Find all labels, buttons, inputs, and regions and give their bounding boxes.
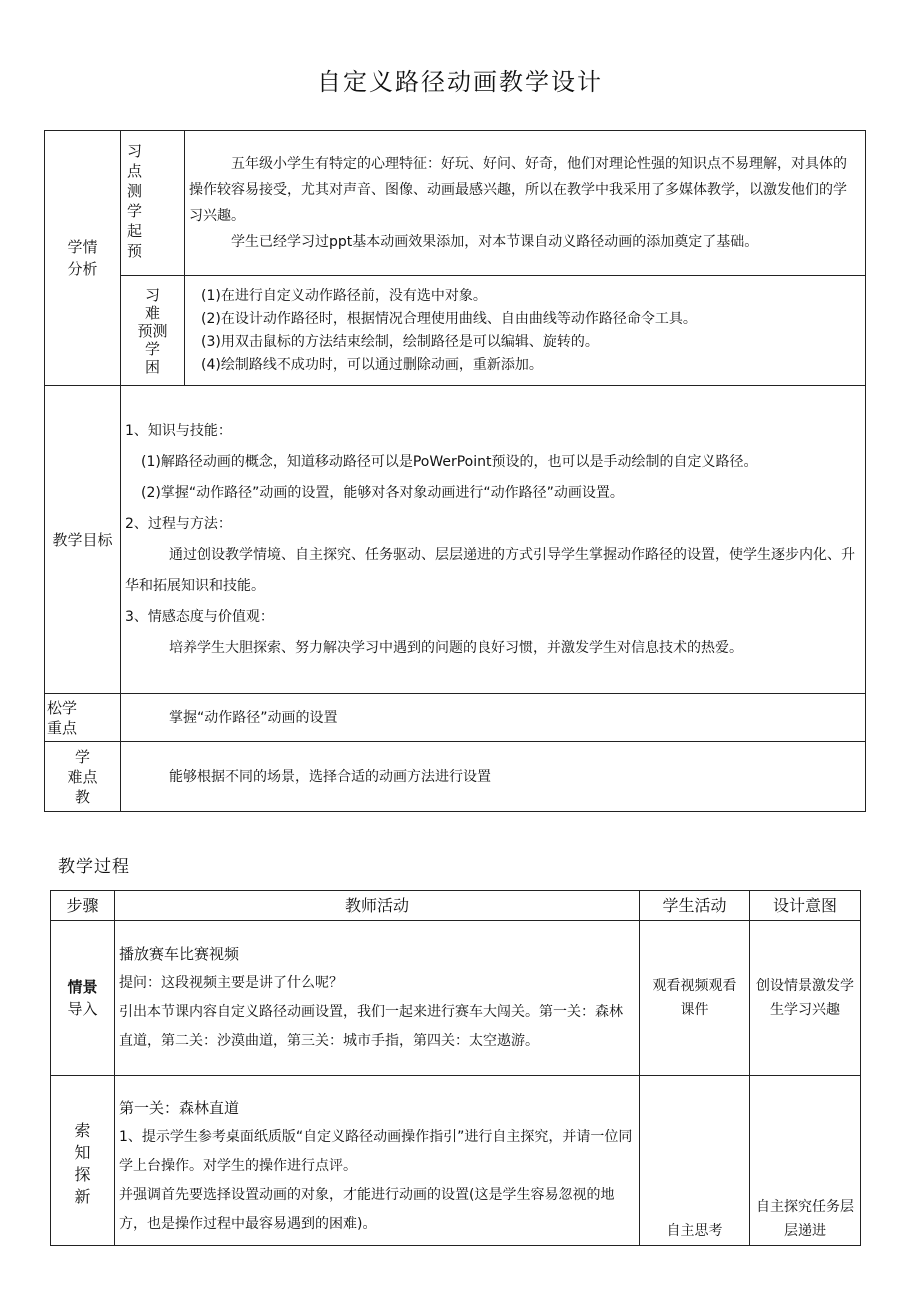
objectives-knowledge-1: (1)解路径动画的概念，知道移动路径可以是PoWerPoint预设的，也可以是手动绘制的自定义路径。 xyxy=(141,453,758,470)
objectives-label: 教学目标 xyxy=(45,386,121,694)
difficult-point-label-line3: 教 xyxy=(74,787,90,806)
preview-content xyxy=(185,131,866,276)
student-activity: 观看视频观看课件 xyxy=(640,921,750,1076)
student-activity: 自主思考 xyxy=(640,1076,750,1246)
preview-label-line: 起 xyxy=(127,222,143,240)
difficult-point-text: 能够根据不同的场景，选择合适的动画方法进行设置 xyxy=(121,742,866,812)
objectives-knowledge-2: (2)掌握“动作路径”动画的设置，能够对各对象动画进行“动作路径”动画设置。 xyxy=(141,484,624,501)
difficulty-label xyxy=(121,276,185,386)
teacher-line: 引出本节课内容自定义路径动画设置，我们一起来进行赛车大闯关。第一关：森林直道，第二关：沙漠曲道，第三关：城市手指，第四关：太空遨游。 xyxy=(119,1004,623,1049)
stage-line: 索 xyxy=(74,1121,91,1140)
objectives-content xyxy=(121,386,866,694)
preview-label-line: 预 xyxy=(127,242,143,260)
preview-paragraph-2: 学生已经学习过ppt基本动画效果添加，对本节课自动义路径动画的添加奠定了基础。 xyxy=(231,234,759,250)
design-intent: 自主探究任务层层递进 xyxy=(750,1076,861,1246)
difficulty-content xyxy=(185,276,866,386)
process-section-title: 教学过程 xyxy=(58,857,130,877)
difficulty-label-line: 预测 xyxy=(137,321,168,340)
header-teacher: 教师活动 xyxy=(115,891,640,921)
analysis-label-line1: 学情 xyxy=(67,238,98,256)
objectives-attitude-heading: 3、情感态度与价值观： xyxy=(125,608,274,625)
analysis-label-line2: 分析 xyxy=(67,260,98,278)
objectives-process-heading: 2、过程与方法： xyxy=(125,515,232,532)
stage-line: 知 xyxy=(74,1143,91,1162)
lesson-plan-table xyxy=(44,130,866,812)
key-point-label xyxy=(45,694,121,742)
header-intent: 设计意图 xyxy=(750,891,861,921)
preview-label xyxy=(121,131,185,276)
difficult-point-label xyxy=(45,742,121,812)
difficulty-item: (3)用双击鼠标的方法结束绘制，绘制路径是可以编辑、旋转的。 xyxy=(201,333,599,350)
difficulty-label-line: 困 xyxy=(144,357,160,376)
teacher-line: 提问：这段视频主要是讲了什么呢？ xyxy=(119,975,343,991)
stage-line1: 情景 xyxy=(67,978,98,996)
process-table xyxy=(50,890,861,1246)
teacher-line: 1、提示学生参考桌面纸质版“自定义路径动画操作指引”进行自主探究，并请一位同学上台操作。对学生的操作进行点评。 xyxy=(119,1129,633,1174)
difficulty-item: (2)在设计动作路径时，根据情况合理使用曲线、自由曲线等动作路径命令工具。 xyxy=(201,310,697,327)
key-point-label-line1: 松学 xyxy=(47,698,78,717)
objectives-attitude-1: 培养学生大胆探索、努力解决学习中遇到的问题的良好习惯，并激发学生对信息技术的热爱。 xyxy=(169,639,743,656)
key-point-label-line2: 重点 xyxy=(47,718,78,737)
stage-cell xyxy=(51,1076,115,1246)
objectives-knowledge-heading: 1、知识与技能： xyxy=(125,422,232,439)
preview-paragraph-1: 五年级小学生有特定的心理特征：好玩、好问、好奇，他们对理论性强的知识点不易理解，对具体的操作较容易接受，尤其对声音、图像、动画最感兴趣，所以在教学中我采用了多媒体教学，以激发他们的学习兴趣。 xyxy=(189,156,847,224)
teacher-line: 播放赛车比赛视频 xyxy=(119,945,240,963)
process-row xyxy=(51,1076,861,1246)
stage-line: 探 xyxy=(74,1165,91,1184)
preview-label-line: 学 xyxy=(127,202,143,220)
design-intent: 创设情景激发学生学习兴趣 xyxy=(750,921,861,1076)
objectives-process-1: 通过创设教学情境、自主探究、任务驱动、层层递进的方式引导学生掌握动作路径的设置，使学生逐步内化、升华和拓展知识和技能。 xyxy=(125,546,855,594)
difficult-point-label-line1: 学 xyxy=(74,747,90,766)
process-header-row xyxy=(51,891,861,921)
header-step: 步骤 xyxy=(51,891,115,921)
document-title: 自定义路径动画教学设计 xyxy=(317,68,603,96)
analysis-label xyxy=(45,131,121,386)
difficulty-item: (1)在进行自定义动作路径前，没有选中对象。 xyxy=(201,287,487,304)
header-student: 学生活动 xyxy=(640,891,750,921)
preview-label-line: 测 xyxy=(127,182,143,200)
stage-line2: 导入 xyxy=(67,1000,98,1018)
teacher-activity xyxy=(115,921,640,1076)
difficulty-item: (4)绘制路线不成功时，可以通过删除动画，重新添加。 xyxy=(201,356,543,373)
key-point-text: 掌握“动作路径”动画的设置 xyxy=(121,694,866,742)
difficulty-label-line: 难 xyxy=(144,303,160,322)
preview-label-line: 点 xyxy=(127,162,143,180)
difficulty-label-line: 习 xyxy=(144,285,160,304)
difficulty-label-line: 学 xyxy=(144,339,160,358)
teacher-line: 第一关：森林直道 xyxy=(119,1099,240,1117)
stage-cell xyxy=(51,921,115,1076)
stage-line: 新 xyxy=(74,1187,91,1206)
preview-label-line: 习 xyxy=(127,142,143,160)
teacher-activity xyxy=(115,1076,640,1246)
teacher-line: 并强调首先要选择设置动画的对象，才能进行动画的设置(这是学生容易忽视的地方，也是操作过程中最容易遇到的困难)。 xyxy=(119,1187,615,1232)
process-row xyxy=(51,921,861,1076)
difficult-point-label-line2: 难点 xyxy=(67,767,98,786)
